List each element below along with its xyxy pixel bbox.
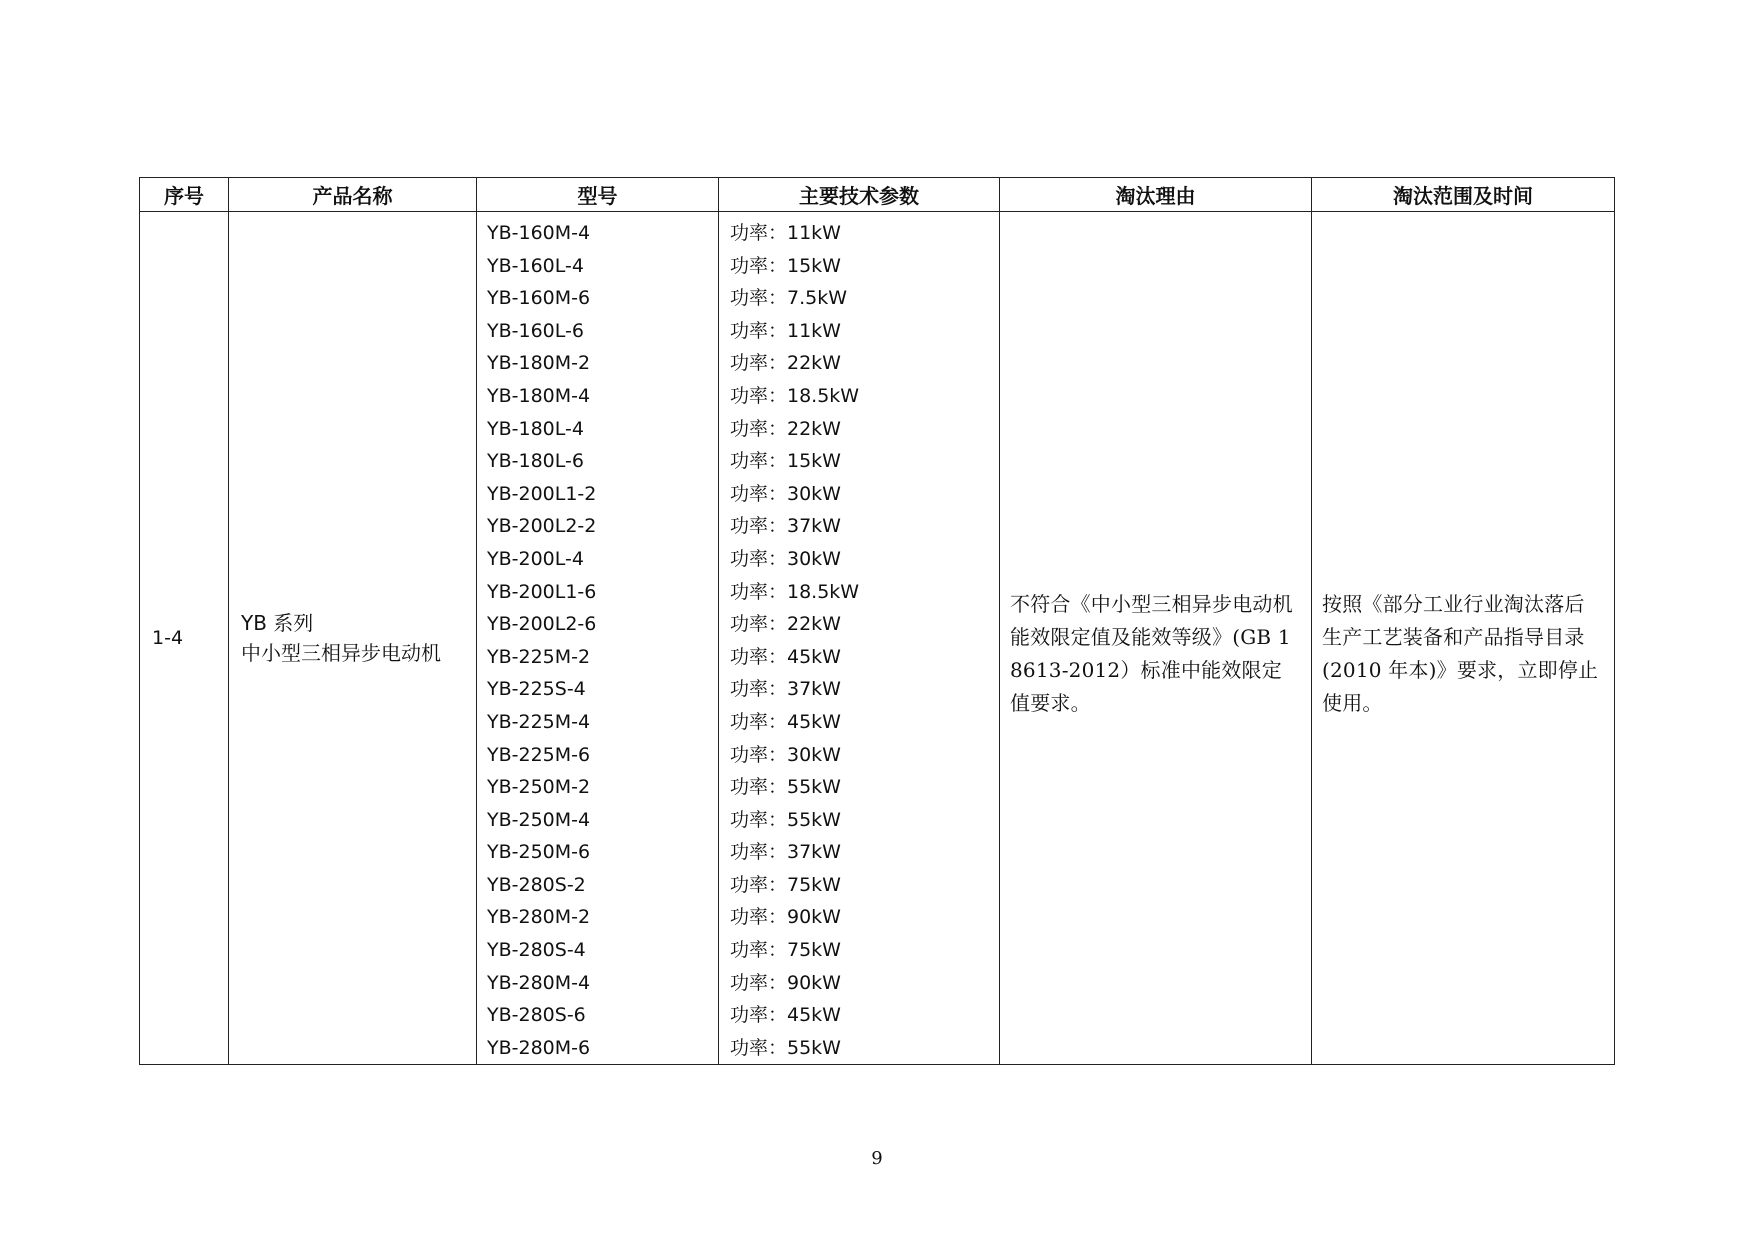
header-seq: 序号 [140, 178, 229, 212]
model-item: YB-250M-4 [487, 808, 591, 831]
param-item: 功率：7.5kW [730, 287, 848, 310]
model-item: YB-225M-6 [487, 743, 591, 766]
param-item: 功率：75kW [730, 939, 841, 962]
param-item: 功率：90kW [730, 906, 841, 929]
model-item: YB-280S-6 [487, 1004, 586, 1027]
table-row [140, 212, 1615, 1065]
model-item: YB-280S-4 [487, 939, 586, 962]
model-item: YB-200L2-2 [487, 515, 597, 538]
model-item: YB-250M-2 [487, 776, 591, 799]
params-list [719, 217, 999, 1064]
model-item: YB-160L-6 [487, 319, 584, 342]
param-item: 功率：37kW [730, 678, 841, 701]
param-item: 功率：45kW [730, 710, 841, 733]
model-item: YB-280M-4 [487, 971, 591, 994]
params-cell [719, 212, 1000, 1065]
model-cell [477, 212, 719, 1065]
param-item: 功率：22kW [730, 613, 841, 636]
param-item: 功率：22kW [730, 352, 841, 375]
model-item: YB-200L1-2 [487, 482, 597, 505]
param-item: 功率：55kW [730, 776, 841, 799]
model-list [477, 217, 718, 1064]
model-item: YB-200L2-6 [487, 613, 597, 636]
param-item: 功率：90kW [730, 971, 841, 994]
param-item: 功率：30kW [730, 547, 841, 570]
page-number: 9 [871, 1148, 883, 1169]
param-item: 功率：37kW [730, 841, 841, 864]
table-header-row [140, 178, 1615, 212]
param-item: 功率：30kW [730, 743, 841, 766]
param-item: 功率：30kW [730, 482, 841, 505]
model-item: YB-280M-6 [487, 1036, 591, 1059]
model-item: YB-225M-2 [487, 645, 591, 668]
model-item: YB-280M-2 [487, 906, 591, 929]
header-model: 型号 [477, 178, 719, 212]
param-item: 功率：11kW [730, 319, 841, 342]
model-item: YB-160L-4 [487, 254, 584, 277]
model-item: YB-200L-4 [487, 547, 584, 570]
header-reason: 淘汰理由 [1000, 178, 1312, 212]
model-item: YB-180L-4 [487, 417, 584, 440]
param-item: 功率：18.5kW [730, 384, 860, 407]
param-item: 功率：75kW [730, 873, 841, 896]
seq-cell: 1-4 [140, 212, 229, 1065]
param-item: 功率：45kW [730, 1004, 841, 1027]
param-item: 功率：55kW [730, 808, 841, 831]
scope-cell: 按照《部分工业行业淘汰落后生产工艺装备和产品指导目录(2010 年本)》要求，立即停止使用。 [1312, 212, 1615, 1065]
elimination-table [139, 177, 1615, 1065]
product-type-label: 中小型三相异步电动机 [241, 641, 441, 666]
model-item: YB-180M-4 [487, 384, 591, 407]
param-item: 功率：22kW [730, 417, 841, 440]
model-item: YB-280S-2 [487, 873, 586, 896]
product-series-label: YB 系列 [241, 611, 314, 636]
model-item: YB-160M-6 [487, 287, 591, 310]
header-product-name: 产品名称 [229, 178, 477, 212]
param-item: 功率：15kW [730, 254, 841, 277]
header-tech-params: 主要技术参数 [719, 178, 1000, 212]
param-item: 功率：18.5kW [730, 580, 860, 603]
param-item: 功率：15kW [730, 450, 841, 473]
model-item: YB-160M-4 [487, 222, 591, 244]
model-item: YB-250M-6 [487, 841, 591, 864]
reason-cell: 不符合《中小型三相异步电动机能效限定值及能效等级》(GB 18613-2012）标准中能效限定值要求。 [1000, 212, 1312, 1065]
param-item: 功率：11kW [730, 222, 841, 244]
product-name-cell [229, 212, 477, 1065]
header-scope-time: 淘汰范围及时间 [1312, 178, 1615, 212]
param-item: 功率：37kW [730, 515, 841, 538]
model-item: YB-225S-4 [487, 678, 586, 701]
param-item: 功率：55kW [730, 1036, 841, 1059]
model-item: YB-200L1-6 [487, 580, 597, 603]
model-item: YB-225M-4 [487, 710, 591, 733]
param-item: 功率：45kW [730, 645, 841, 668]
model-item: YB-180M-2 [487, 352, 591, 375]
model-item: YB-180L-6 [487, 450, 584, 473]
